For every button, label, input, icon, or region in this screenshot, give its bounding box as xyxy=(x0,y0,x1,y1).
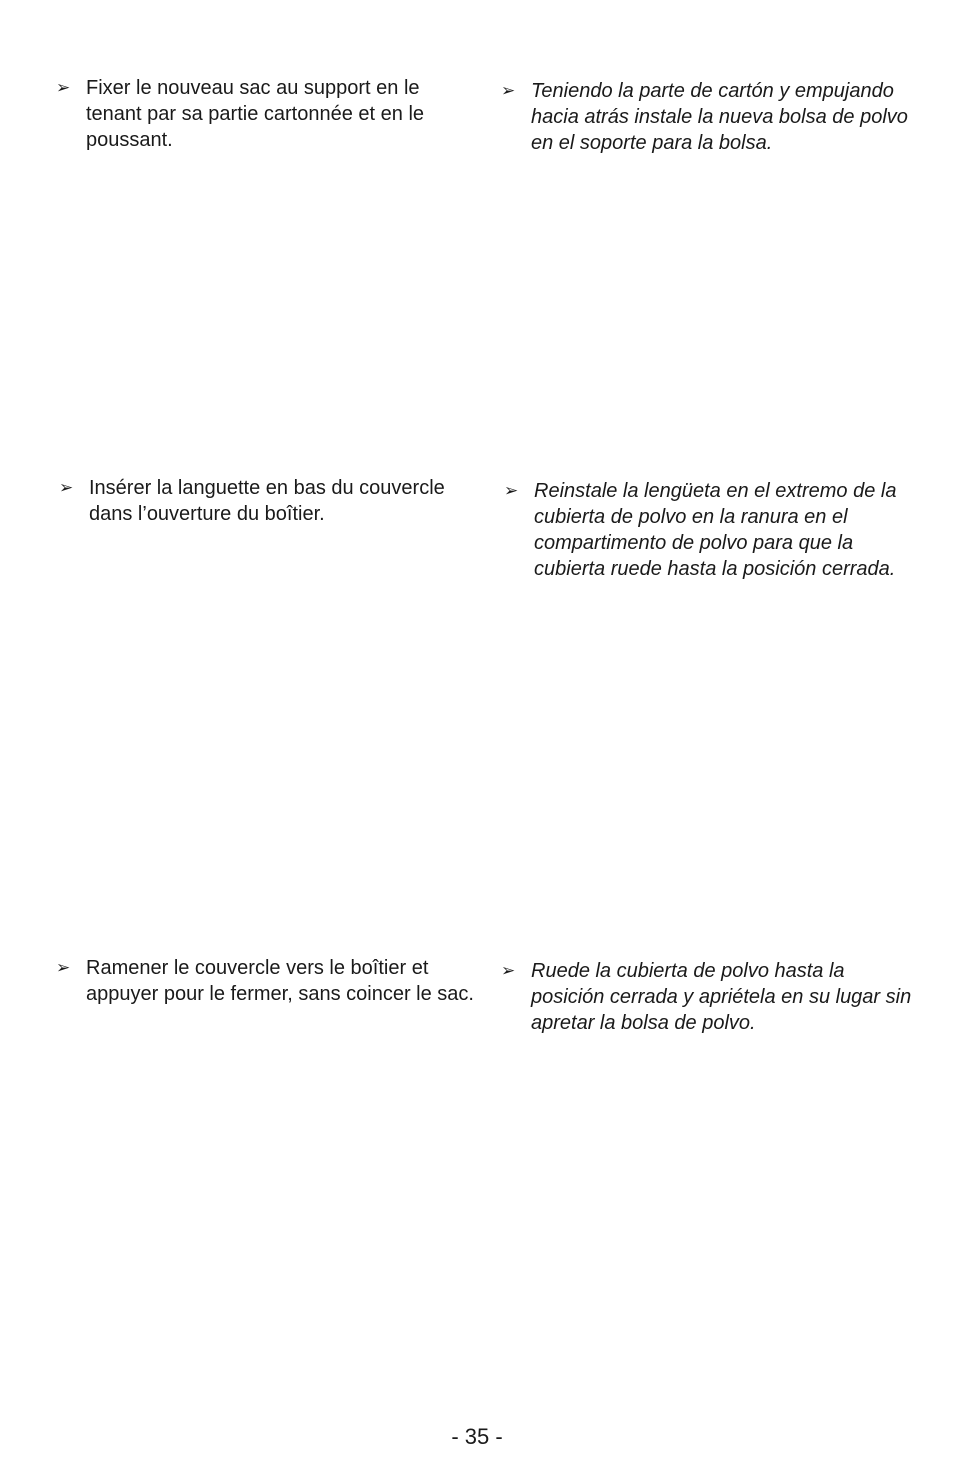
arrow-bullet-icon: ➢ xyxy=(504,481,519,501)
step-2-spanish-text: Reinstale la lengüeta en el extremo de la cubierta de polvo en la ranura en el compartimento de polvo para que la cubierta ruede hasta la posición cerrada. xyxy=(534,480,897,580)
step-3-french xyxy=(56,955,474,1007)
step-3-spanish xyxy=(501,958,921,1036)
step-2-french-text: Insérer la languette en bas du couvercle dans l’ouverture du boîtier. xyxy=(89,477,445,525)
step-2-spanish xyxy=(504,478,916,582)
step-3-french-text: Ramener le couvercle vers le boîtier et appuyer pour le fermer, sans coincer le sac. xyxy=(86,957,474,1005)
page-number: - 35 - xyxy=(451,1424,503,1449)
step-1-french xyxy=(56,75,468,153)
arrow-bullet-icon: ➢ xyxy=(501,961,516,981)
arrow-bullet-icon: ➢ xyxy=(56,78,71,98)
step-1-spanish-text: Teniendo la parte de cartón y empujando hacia atrás instale la nueva bolsa de polvo en el soporte para la bolsa. xyxy=(531,80,908,154)
arrow-bullet-icon: ➢ xyxy=(56,958,71,978)
step-3-spanish-text: Ruede la cubierta de polvo hasta la posición cerrada y apriétela en su lugar sin apretar la bolsa de polvo. xyxy=(531,960,912,1034)
step-1-french-text: Fixer le nouveau sac au support en le tenant par sa partie cartonnée et en le poussant. xyxy=(86,77,425,151)
step-2-french xyxy=(59,475,479,527)
arrow-bullet-icon: ➢ xyxy=(501,81,516,101)
step-1-spanish xyxy=(501,78,919,156)
arrow-bullet-icon: ➢ xyxy=(59,478,74,498)
